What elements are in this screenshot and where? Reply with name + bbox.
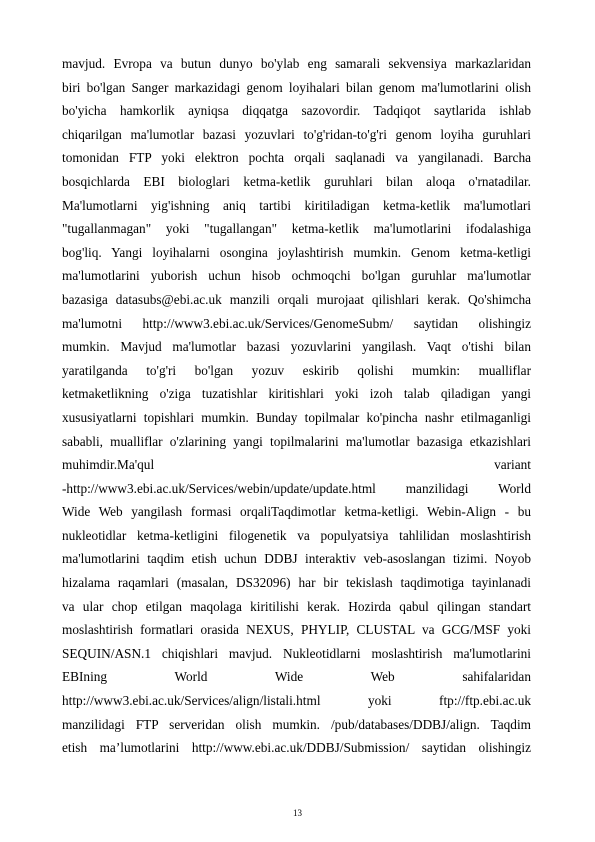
text-line: bog'liq. Yangi loyihalarni osongina joylashtirish mumkin. Genom ketma-ketligi xyxy=(62,244,531,260)
text-line: bo'yicha hamkorlik ayniqsa diqqatga sazovordir. Tadqiqot saytlarida ishlab xyxy=(62,103,531,119)
text-line: mumkin. Mavjud ma'lumotlar bazasi yozuvlarini yangilash. Vaqt o'tishi bilan xyxy=(62,339,531,355)
document-body xyxy=(62,52,531,760)
text-line: manzilidagi FTP serveridan olish mumkin. /pub/databases/DDBJ/align. Taqdim xyxy=(62,716,531,732)
text-line: sababli, mualliflar o'zlarining yangi topilmalarini ma'lumotlar bazasiga etkazishlari xyxy=(62,433,531,449)
text-line: mavjud. Evropa va butun dunyo bo'ylab eng samarali sekvensiya markazlaridan xyxy=(62,56,531,71)
text-line: bosqichlarda EBI biologlari ketma-ketlik guruhlari bilan aloqa o'rnatadilar. xyxy=(62,173,531,189)
text-line: hizalama raqamlari (masalan, DS32096) har bir tekislash taqdimotiga tayinlanadi xyxy=(62,575,531,591)
text-line: EBIning World Wide Web sahifalaridan xyxy=(62,669,531,685)
text-line: "tugallanmagan" yoki "tugallangan" ketma-ketlik ma'lumotlarini ifodalashiga xyxy=(62,221,531,237)
text-line: bazasiga datasubs@ebi.ac.uk manzili orqali murojaat qilishlari kerak. Qo'shimcha xyxy=(62,291,531,307)
text-line: ma'lumotni http://www3.ebi.ac.uk/Services/GenomeSubm/ saytidan olishingiz xyxy=(62,315,531,331)
text-line: va ular chop etilgan maqolaga kiritilishi kerak. Hozirda qabul qilingan standart xyxy=(62,598,531,614)
text-line: ketmaketlikning o'ziga tuzatishlar kiritishlari yoki izoh talab qiladigan yangi xyxy=(62,386,531,402)
text-line: http://www3.ebi.ac.uk/Services/align/listali.html yoki ftp://ftp.ebi.ac.uk xyxy=(62,693,531,709)
text-line: ma'lumotlarini yuborish uchun hisob ochmoqchi bo'lgan guruhlar ma'lumotlar xyxy=(62,268,531,284)
text-line: muhimdir.Ma'qul variant xyxy=(62,457,531,473)
text-line: xususiyatlarni topishlari mumkin. Bunday topilmalar ko'pincha nashr etilmaganligi xyxy=(62,409,531,425)
page-number: 13 xyxy=(293,808,302,818)
text-line: ma'lumotlarini taqdim etish uchun DDBJ interaktiv veb-asoslangan tizimi. Noyob xyxy=(62,551,531,567)
text-line: chiqarilgan ma'lumotlar bazasi yozuvlari to'g'ridan-to'g'ri genom loyiha guruhlari xyxy=(62,126,531,142)
text-line: moslashtirish formatlari orasida NEXUS, PHYLIP, CLUSTAL va GCG/MSF yoki xyxy=(62,622,531,638)
text-line: biri bo'lgan Sanger markazidagi genom loyihalari bilan genom ma'lumotlarini olish xyxy=(62,79,531,95)
text-line: tomonidan FTP yoki elektron pochta orqali saqlanadi va yangilanadi. Barcha xyxy=(62,150,531,166)
text-line: nukleotidlar ketma-ketligini filogenetik va populyatsiya tahlilidan moslashtirish xyxy=(62,527,531,543)
text-line: Ma'lumotlarni yig'ishning aniq tartibi kiritiladigan ketma-ketlik ma'lumotlari xyxy=(62,197,531,213)
text-line: yaratilganda to'g'ri bo'lgan yozuv eskirib qolishi mumkin: mualliflar xyxy=(62,362,531,378)
text-line: -http://www3.ebi.ac.uk/Services/webin/update/update.html manzilidagi World xyxy=(62,480,531,496)
text-line: etish ma’lumotlarini http://www.ebi.ac.uk/DDBJ/Submission/ saytidan olishingiz xyxy=(62,740,531,756)
text-line: Wide Web yangilash formasi orqaliTaqdimotlar ketma-ketligi. Webin-Align - bu xyxy=(62,504,531,520)
text-line: SEQUIN/ASN.1 chiqishlari mavjud. Nukleotidlarni moslashtirish ma'lumotlarini xyxy=(62,645,531,661)
